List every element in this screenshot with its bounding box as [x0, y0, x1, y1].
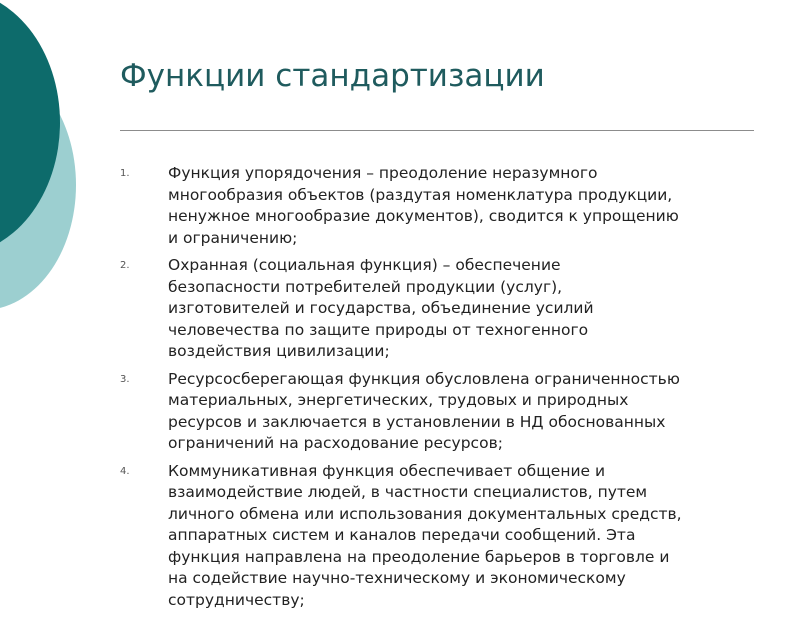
list-item-number: 4.	[120, 465, 130, 477]
list-item-text	[168, 461, 760, 612]
slide-title: Функции стандартизации	[120, 58, 545, 94]
list-item-text	[168, 163, 760, 249]
functions-list	[120, 163, 760, 617]
text-line: человечества по защите природы от техногенного	[168, 320, 589, 339]
text-line: Ресурсосберегающая функция обусловлена ограниченностью	[168, 369, 680, 388]
list-item-text	[168, 255, 760, 363]
text-line: на содействие научно-техническому и экономическому	[168, 569, 626, 587]
text-line: Коммуникативная функция обеспечивает общение и	[168, 461, 606, 480]
text-line: воздействия цивилизации;	[168, 342, 390, 360]
text-line: изготовителей и государства, объединение усилий	[168, 299, 594, 317]
title-divider	[120, 130, 754, 131]
text-line: взаимодействие людей, в частности специалистов, путем	[168, 483, 648, 501]
text-line: Охранная (социальная функция) – обеспечение	[168, 256, 561, 274]
text-line: ограничений на расходование ресурсов;	[168, 434, 503, 452]
text-line: ресурсов и заключается в установлении в НД обоснованных	[168, 412, 666, 431]
list-item-number: 3.	[120, 373, 130, 385]
text-line: функция направлена на преодоление барьеров в торговле и	[168, 547, 670, 566]
text-line: ненужное многообразие документов), сводится к упрощению	[168, 207, 679, 225]
text-line: и ограничению;	[168, 228, 298, 247]
list-item-text	[168, 369, 760, 455]
text-line: личного обмена или использования документальных средств,	[168, 504, 682, 523]
list-item	[120, 255, 760, 363]
text-line: сотрудничеству;	[168, 590, 305, 609]
text-line: Функция упорядочения – преодоление неразумного	[168, 164, 598, 182]
list-item	[120, 461, 760, 612]
text-line: аппаратных систем и каналов передачи сообщений. Эта	[168, 526, 636, 544]
text-line: материальных, энергетических, трудовых и природных	[168, 391, 629, 409]
text-line: многообразия объектов (раздутая номенклатура продукции,	[168, 185, 673, 204]
text-line: безопасности потребителей продукции (услуг),	[168, 277, 563, 296]
list-item-number: 1.	[120, 168, 130, 179]
list-item	[120, 163, 760, 249]
list-item-number: 2.	[120, 260, 130, 271]
list-item	[120, 369, 760, 455]
